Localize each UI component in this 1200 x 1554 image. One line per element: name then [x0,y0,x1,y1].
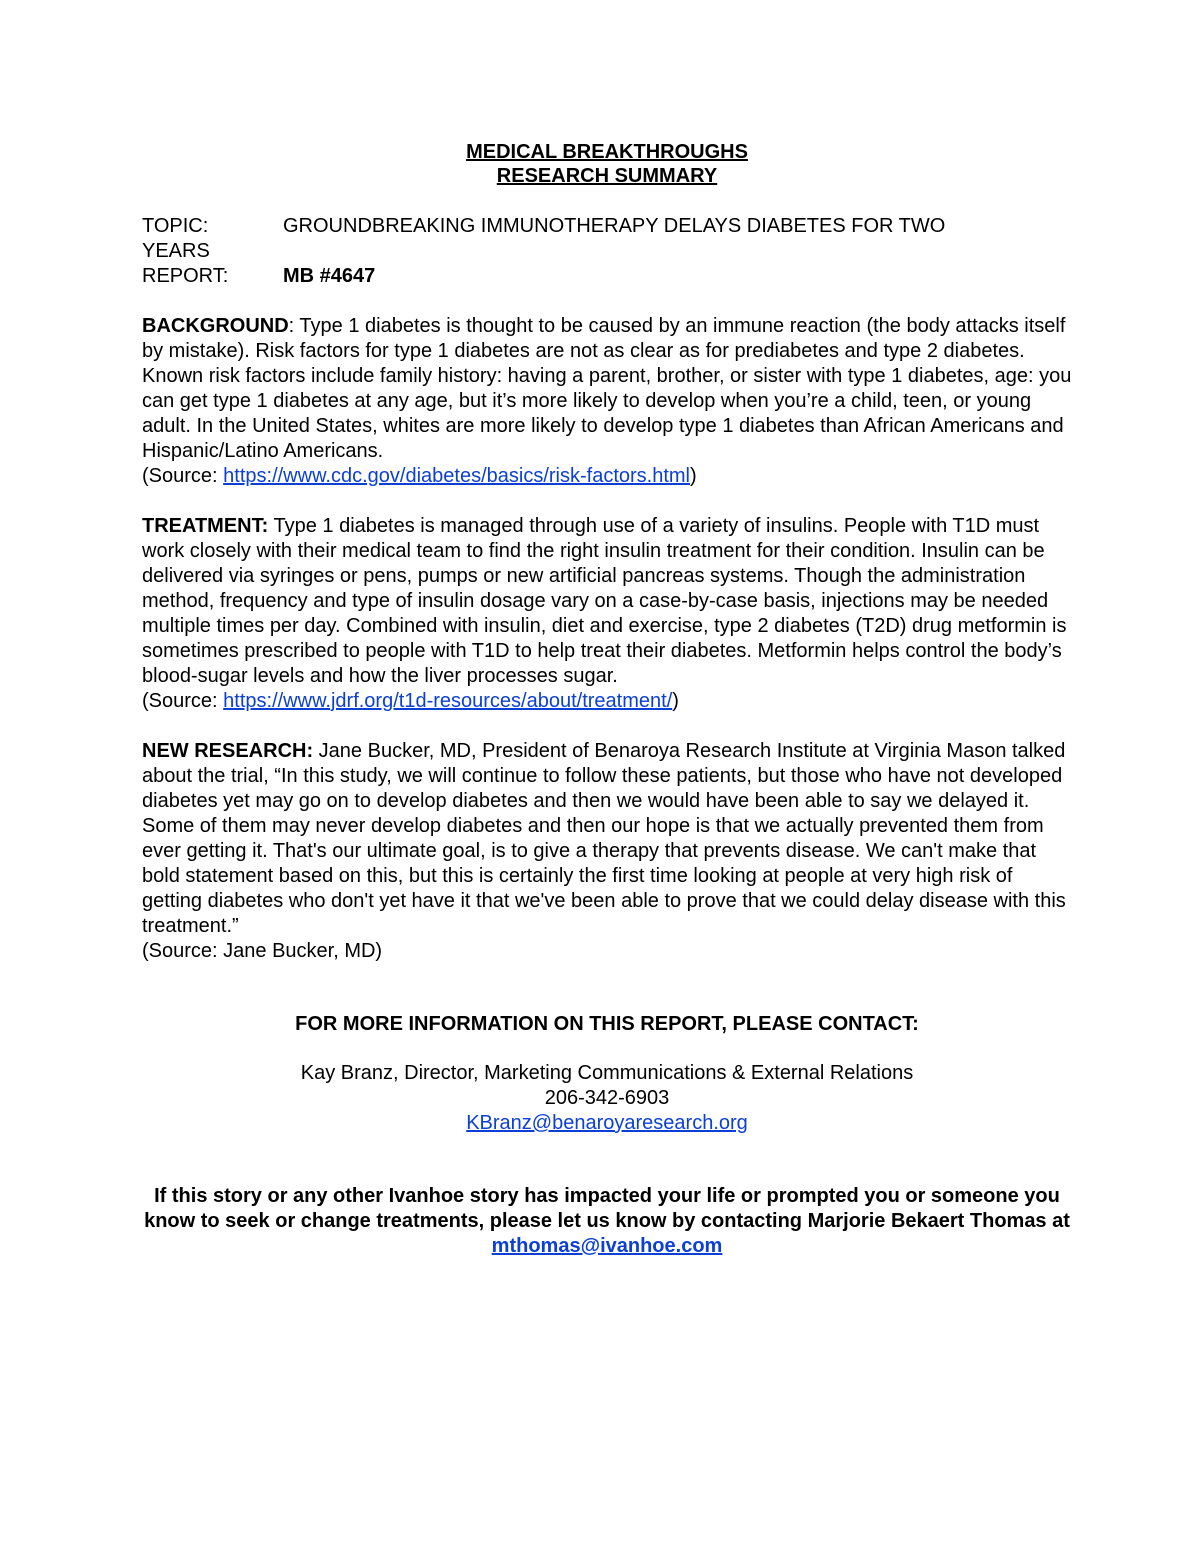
closing-text: If this story or any other Ivanhoe story has impacted your life or prompted you or someone you know to seek or change treatments, please let us know by contacting Marjorie Bekaert Thomas at [144,1185,1070,1232]
new-research-label: NEW RESEARCH: [142,740,314,762]
new-research-source: (Source: Jane Bucker, MD) [142,940,383,962]
background-source [142,464,1072,489]
report-row [142,264,1072,289]
contact-phone: 206-342-6903 [544,1087,670,1109]
document-title [142,140,1072,188]
report-meta [142,214,1072,289]
topic-row-continued [142,239,1072,264]
report-number: MB #4647 [283,265,376,287]
closing-email-link[interactable]: mthomas@ivanhoe.com [491,1235,723,1257]
topic-value: GROUNDBREAKING IMMUNOTHERAPY DELAYS DIABETES FOR TWO [283,215,946,237]
closing-note [142,1184,1072,1259]
topic-label: TOPIC: [142,215,209,237]
title-line-1: MEDICAL BREAKTHROUGHS [466,141,748,163]
treatment-text: Type 1 diabetes is managed through use of a variety of insulins. People with T1D must work closely with their medical team to find the right insulin treatment for their condition. Insulin can be delivered via syringes or pens, pumps or new artificial pancreas systems. Though the administration method, frequency and type of insulin dosage vary on a case-by-case basis, injections may be needed multiple times per day. Combined with insulin, diet and exercise, type 2 diabetes (T2D) drug metformin is sometimes prescribed to people with T1D to help treat their diabetes. Metformin helps control the body’s blood-sugar levels and how the liver processes sugar. [142,515,1067,687]
treatment-source [142,689,1072,714]
report-label: REPORT: [142,265,229,287]
background-source-prefix: (Source: [142,465,224,487]
background-source-suffix: ) [690,465,697,487]
new-research-section [142,739,1072,964]
treatment-source-link[interactable]: https://www.jdrf.org/t1d-resources/about/treatment/ [223,690,673,712]
contact-email-line [142,1111,1072,1136]
background-text: : Type 1 diabetes is thought to be caused by an immune reaction (the body attacks itself by mistake). Risk factors for type 1 diabetes are not as clear as for prediabetes and type 2 diabetes. Known risk factors include family history: having a parent, brother, or sister with type 1 diabetes, age: you can get type 1 diabetes at any age, but it’s more likely to develop when you’re a child, teen, or young adult. In the United States, whites are more likely to develop type 1 diabetes than African Americans and Hispanic/Latino Americans. [142,315,1072,462]
title-line-2: RESEARCH SUMMARY [496,165,718,187]
new-research-text: Jane Bucker, MD, President of Benaroya Research Institute at Virginia Mason talked about the trial, “In this study, we will continue to follow these patients, but those who have not developed diabetes yet may go on to develop diabetes and then we would have been able to say we delayed it. Some of them may never develop diabetes and then our hope is that we actually prevented them from ever getting it. That's our ultimate goal, is to give a therapy that prevents disease. We can't make that bold statement based on this, but this is certainly the first time looking at people at very high risk of getting diabetes who don't yet have it that we've been able to prove that we could delay disease with this treatment.” [142,740,1066,937]
background-label: BACKGROUND [142,315,289,337]
background-source-link[interactable]: https://www.cdc.gov/diabetes/basics/risk-factors.html [223,465,690,487]
treatment-label: TREATMENT: [142,515,269,537]
document-page [142,140,1072,1259]
contact-heading: FOR MORE INFORMATION ON THIS REPORT, PLEASE CONTACT: [295,1013,919,1035]
treatment-source-prefix: (Source: [142,690,224,712]
contact-block [142,1061,1072,1136]
background-section [142,314,1072,489]
treatment-section [142,514,1072,714]
contact-name: Kay Branz, Director, Marketing Communications & External Relations [300,1062,914,1084]
contact-email-link[interactable]: KBranz@benaroyaresearch.org [466,1112,748,1134]
topic-row [142,214,1072,239]
topic-value-continued: YEARS [142,240,210,262]
treatment-source-suffix: ) [672,690,679,712]
